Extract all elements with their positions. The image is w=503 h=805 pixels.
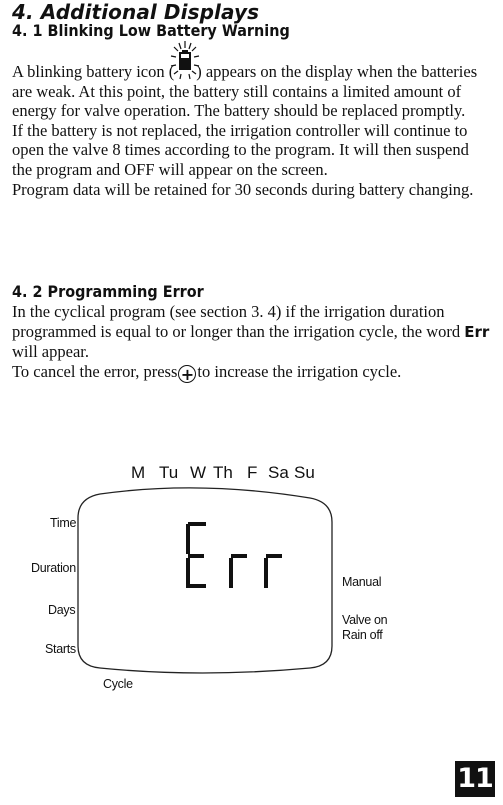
label-days: Days: [48, 603, 76, 617]
day-mon: M: [131, 463, 146, 482]
programming-error-text: [12, 302, 492, 383]
label-manual: Manual: [342, 575, 382, 589]
day-wed: W: [190, 463, 207, 482]
subsection-title-programming-error: 4. 2 Programming Error: [12, 282, 204, 301]
battery-text-intro: A blinking battery icon (: [12, 62, 175, 81]
battery-text-body-1: the batteries are weak. At this point, the battery still contains a limited amount of energy for valve operation. The battery should be replaced promptly.: [12, 62, 478, 121]
error-text-2b: to increase the irrigation cycle.: [197, 361, 402, 381]
battery-text-body-2: If the battery is not replaced, the irrigation controller will continue to open the valve 8 times according to the program. It will then suspend the program and OFF will appear on the screen.: [12, 120, 469, 179]
error-text-1b: will appear.: [12, 342, 89, 362]
battery-text-after-icon: ) appears on the display when: [196, 62, 393, 81]
label-time: Time: [50, 516, 77, 530]
day-tue: Tu: [159, 463, 179, 482]
section-title: 4. Additional Displays: [12, 0, 260, 24]
day-sun: Su: [294, 463, 315, 482]
error-text-1a: In the cyclical program (see section 3. 4) if the irrigation duration programmed is equal to or longer than the irrigation cycle, the word: [12, 302, 461, 341]
day-thu: Th: [213, 463, 233, 482]
label-duration: Duration: [31, 561, 76, 575]
label-cycle: Cycle: [103, 677, 133, 691]
subsection-title-low-battery: 4. 1 Blinking Low Battery Warning: [12, 21, 290, 40]
low-battery-text: [12, 62, 492, 199]
battery-text-body-3: Program data will be retained for 30 seconds during battery changing.: [12, 179, 474, 199]
lcd-err-display: [180, 520, 290, 590]
day-sat: Sa: [268, 463, 289, 482]
label-rain-off: Rain off: [342, 628, 383, 642]
page-number: 11: [455, 761, 495, 797]
label-valve-on: Valve on: [342, 613, 388, 627]
error-text-2a: To cancel the error, press: [12, 361, 178, 381]
err-word: Err: [464, 322, 490, 341]
plus-button-icon: +: [178, 365, 196, 383]
blinking-battery-icon: [174, 62, 196, 80]
day-fri: F: [247, 463, 258, 482]
label-starts: Starts: [45, 642, 76, 656]
